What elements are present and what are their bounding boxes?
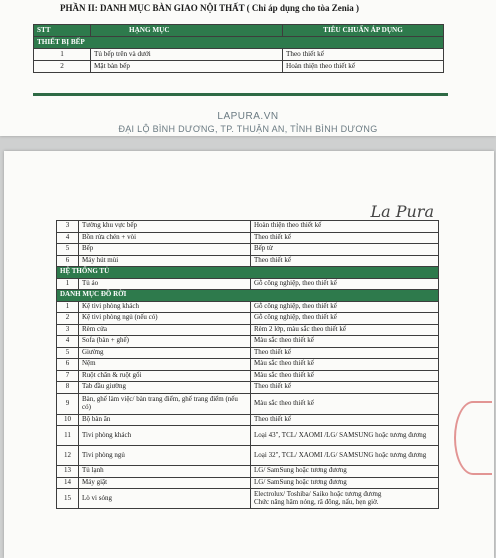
row-standard: Màu sắc theo thiết kế bbox=[251, 336, 439, 348]
seal-stamp bbox=[454, 401, 492, 475]
table-row bbox=[57, 466, 439, 478]
row-item: Ruột chăn & ruột gối bbox=[79, 370, 251, 382]
row-number: 6 bbox=[57, 255, 79, 267]
row-number: 11 bbox=[57, 426, 79, 446]
row-item: Nệm bbox=[79, 359, 251, 371]
col-item: HẠNG MỤC bbox=[91, 25, 283, 37]
row-number: 2 bbox=[57, 313, 79, 325]
row-item: Bộ bàn ăn bbox=[79, 414, 251, 426]
row-item: Bếp bbox=[79, 244, 251, 256]
la-pura-logo: La Pura bbox=[370, 202, 434, 221]
table-row bbox=[34, 49, 444, 61]
row-item: Giường bbox=[79, 347, 251, 359]
row-number: 7 bbox=[57, 370, 79, 382]
footer-divider bbox=[33, 93, 448, 96]
table-row bbox=[57, 370, 439, 382]
row-standard: Hoàn thiện theo thiết kế bbox=[283, 61, 444, 73]
table-row bbox=[57, 477, 439, 489]
row-standard: Loại 32", TCL/ XAOMI /LG/ SAMSUNG hoặc tương đương bbox=[251, 446, 439, 466]
row-number: 4 bbox=[57, 336, 79, 348]
row-item: Tường khu vực bếp bbox=[79, 221, 251, 233]
brand-url: LAPURA.VN bbox=[217, 111, 279, 122]
document-page-1 bbox=[0, 0, 496, 136]
row-standard: Màu sắc theo thiết kế bbox=[251, 359, 439, 371]
address: ĐẠI LỘ BÌNH DƯƠNG, TP. THUẬN AN, TỈNH BÌNH DƯƠNG bbox=[118, 124, 378, 134]
table-row bbox=[57, 382, 439, 394]
row-standard: LG/ SamSung hoặc tương đương bbox=[251, 477, 439, 489]
section-label: HỆ THỐNG TỦ bbox=[57, 267, 439, 279]
row-number: 13 bbox=[57, 466, 79, 478]
table-row bbox=[57, 336, 439, 348]
document-page-2 bbox=[4, 151, 494, 558]
table-row bbox=[57, 301, 439, 313]
table-row bbox=[57, 446, 439, 466]
col-standard: TIÊU CHUẨN ÁP DỤNG bbox=[283, 25, 444, 37]
table-row bbox=[57, 489, 439, 509]
row-item: Lò vi sóng bbox=[79, 489, 251, 509]
table-row bbox=[57, 393, 439, 414]
row-standard: Gỗ công nghiệp, theo thiết kế bbox=[251, 301, 439, 313]
row-item: Máy giặt bbox=[79, 477, 251, 489]
handover-table-2 bbox=[56, 220, 439, 509]
row-standard: Loại 43", TCL/ XAOMI /LG/ SAMSUNG hoặc tương đương bbox=[251, 426, 439, 446]
table-row bbox=[57, 244, 439, 256]
table-row bbox=[57, 278, 439, 290]
row-number: 1 bbox=[57, 278, 79, 290]
row-standard: Bếp từ bbox=[251, 244, 439, 256]
row-item: Tủ bếp trên và dưới bbox=[91, 49, 283, 61]
row-standard: Theo thiết kế bbox=[283, 49, 444, 61]
table-row bbox=[57, 313, 439, 325]
row-number: 3 bbox=[57, 324, 79, 336]
table-row bbox=[57, 255, 439, 267]
row-item: Tủ lạnh bbox=[79, 466, 251, 478]
row-item: Sofa (bàn + ghế) bbox=[79, 336, 251, 348]
table-row bbox=[57, 414, 439, 426]
table-row bbox=[57, 426, 439, 446]
row-standard: Theo thiết kế bbox=[251, 414, 439, 426]
row-item: Kệ tivi phòng ngủ (nếu có) bbox=[79, 313, 251, 325]
row-number: 8 bbox=[57, 382, 79, 394]
row-standard: Hoàn thiện theo thiết kế bbox=[251, 221, 439, 233]
row-item: Máy hút mùi bbox=[79, 255, 251, 267]
row-number: 3 bbox=[57, 221, 79, 233]
row-item: Kệ tivi phòng khách bbox=[79, 301, 251, 313]
table-row bbox=[57, 324, 439, 336]
row-standard: Màu sắc theo thiết kế bbox=[251, 370, 439, 382]
row-item: Tủ áo bbox=[79, 278, 251, 290]
row-number: 10 bbox=[57, 414, 79, 426]
table-row bbox=[57, 347, 439, 359]
row-item: Bàn, ghế làm việc/ bàn trang điểm, ghế trang điểm (nếu có) bbox=[79, 393, 251, 414]
row-number: 6 bbox=[57, 359, 79, 371]
table-row bbox=[57, 221, 439, 233]
row-item: Tivi phòng ngủ bbox=[79, 446, 251, 466]
row-standard: LG/ SamSung hoặc tương đương bbox=[251, 466, 439, 478]
row-standard: Theo thiết kế bbox=[251, 382, 439, 394]
row-number: 14 bbox=[57, 477, 79, 489]
row-standard: Gỗ công nghiệp, theo thiết kế bbox=[251, 278, 439, 290]
row-number: 2 bbox=[34, 61, 91, 73]
row-standard: Gỗ công nghiệp, theo thiết kế bbox=[251, 313, 439, 325]
row-item: Bồn rửa chén + vòi bbox=[79, 232, 251, 244]
col-stt: STT bbox=[34, 25, 91, 37]
section-row bbox=[57, 290, 439, 302]
row-item: Tab đầu giường bbox=[79, 382, 251, 394]
row-number: 15 bbox=[57, 489, 79, 509]
row-item: Tivi phòng khách bbox=[79, 426, 251, 446]
row-standard: Electrolux/ Toshiba/ Saiko hoặc tương đương Chức năng hâm nóng, rã đông, nấu, hẹn giờ. bbox=[251, 489, 439, 509]
row-standard: Màu sắc theo thiết kế bbox=[251, 393, 439, 414]
section-row bbox=[57, 267, 439, 279]
row-number: 5 bbox=[57, 347, 79, 359]
row-standard: Theo thiết kế bbox=[251, 232, 439, 244]
table-header-row bbox=[34, 25, 444, 37]
row-standard: Theo thiết kế bbox=[251, 255, 439, 267]
section-heading: PHẦN II: DANH MỤC BÀN GIAO NỘI THẤT ( Chỉ áp dụng cho tòa Zenia ) bbox=[60, 3, 359, 13]
row-number: 5 bbox=[57, 244, 79, 256]
handover-table-1 bbox=[33, 24, 444, 73]
row-number: 9 bbox=[57, 393, 79, 414]
section-row-kitchen bbox=[34, 37, 444, 49]
row-item: Mặt bàn bếp bbox=[91, 61, 283, 73]
row-standard: Rèm 2 lớp, màu sắc theo thiết kế bbox=[251, 324, 439, 336]
row-number: 1 bbox=[57, 301, 79, 313]
table-row bbox=[34, 61, 444, 73]
section-label: THIẾT BỊ BẾP bbox=[34, 37, 444, 49]
row-item: Rèm cửa bbox=[79, 324, 251, 336]
row-standard: Theo thiết kế bbox=[251, 347, 439, 359]
row-number: 1 bbox=[34, 49, 91, 61]
row-number: 12 bbox=[57, 446, 79, 466]
section-label: DANH MỤC ĐỒ RỜI bbox=[57, 290, 439, 302]
table-row bbox=[57, 232, 439, 244]
row-number: 4 bbox=[57, 232, 79, 244]
table-row bbox=[57, 359, 439, 371]
